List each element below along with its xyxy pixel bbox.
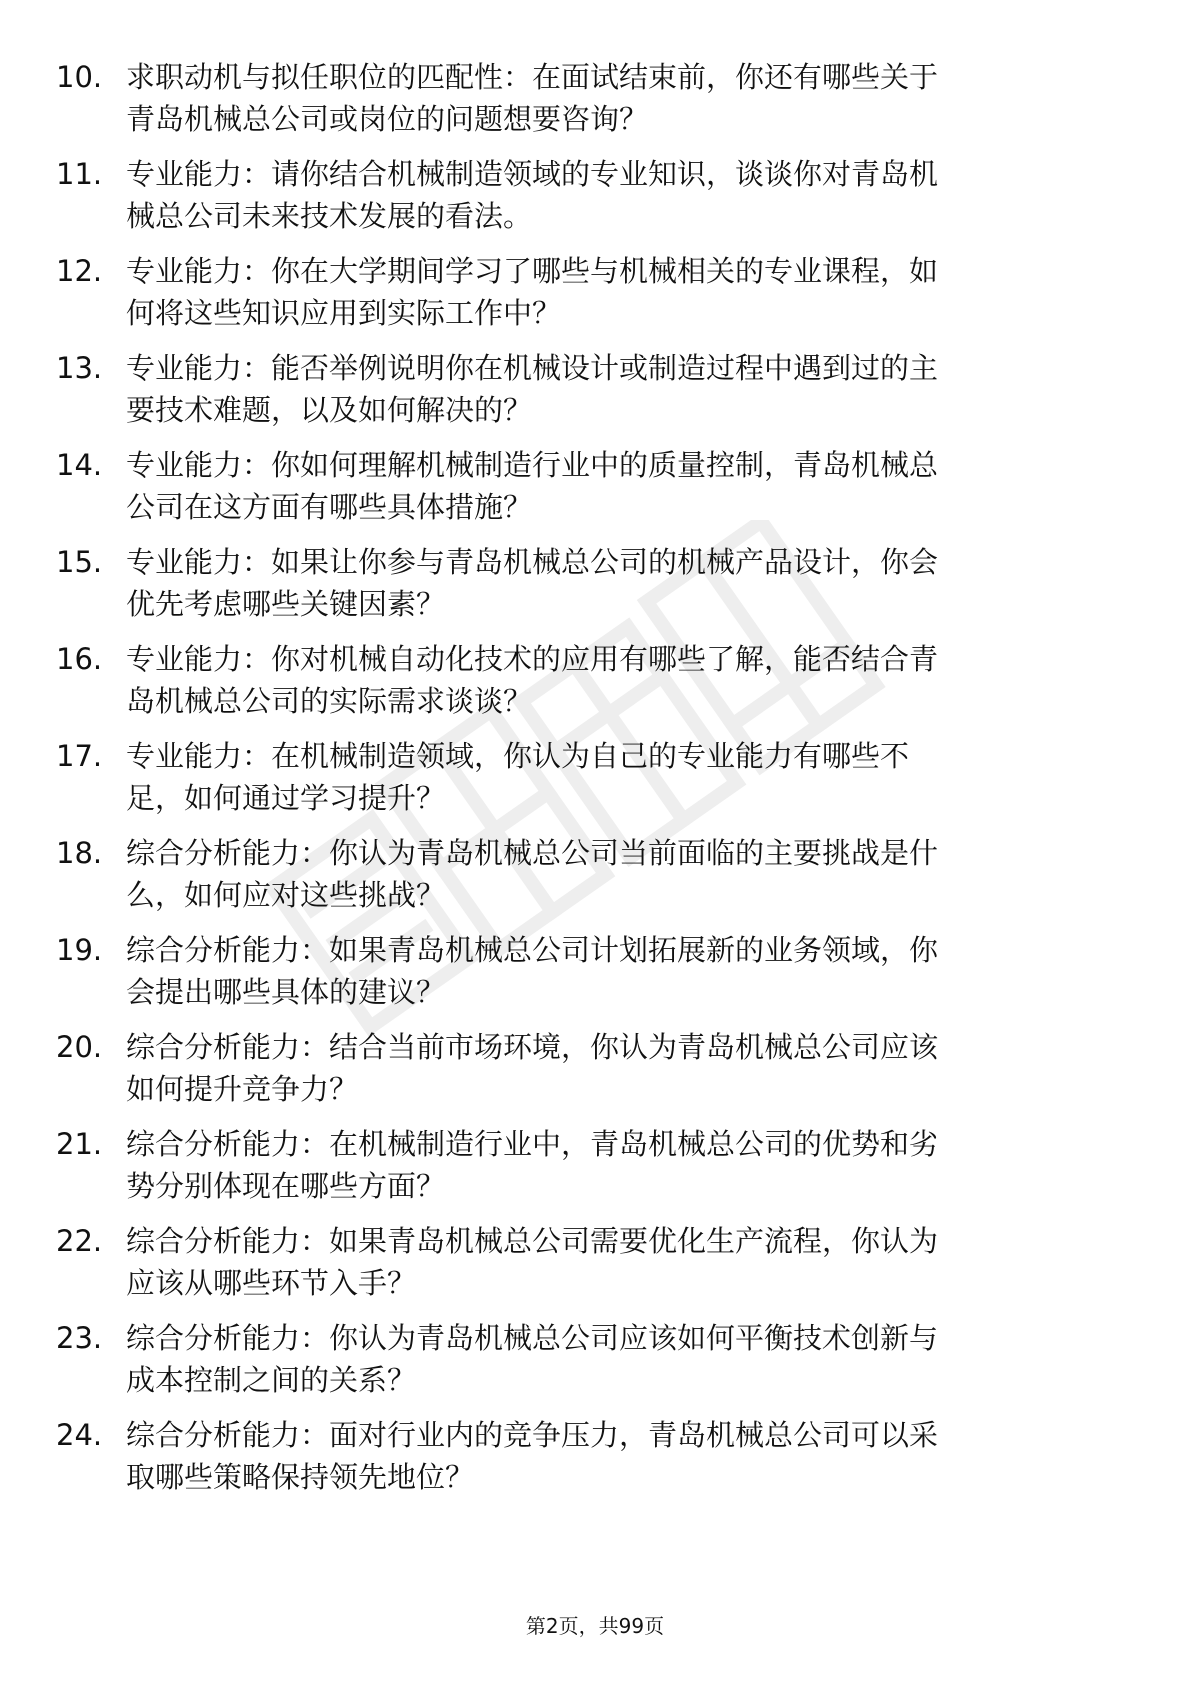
page-footer: 第2页，共99页 [525,1614,665,1638]
question-item-19 [56,929,1126,1015]
question-text-line-1: 综合分析能力：如果青岛机械总公司计划拓展新的业务领域，你 [126,933,939,967]
question-text-line-1: 求职动机与拟任职位的匹配性：在面试结束前，你还有哪些关于 [126,60,939,94]
question-number: 10. [56,60,103,94]
question-item-14 [56,444,1126,530]
question-text-line-1: 专业能力：能否举例说明你在机械设计或制造过程中遇到过的主 [126,351,939,385]
question-item-10 [56,56,1126,142]
question-text-line-2: 么，如何应对这些挑战？ [126,878,446,912]
question-text-line-2: 成本控制之间的关系？ [126,1363,417,1397]
question-text-line-2: 械总公司未来技术发展的看法。 [126,199,533,233]
question-item-18 [56,832,1126,918]
question-text-line-2: 岛机械总公司的实际需求谈谈？ [126,684,533,718]
question-item-16 [56,638,1126,724]
question-text-line-1: 综合分析能力：结合当前市场环境，你认为青岛机械总公司应该 [126,1030,939,1064]
question-text-line-2: 会提出哪些具体的建议？ [126,975,446,1009]
question-number: 24. [56,1418,103,1452]
question-text-line-1: 综合分析能力：面对行业内的竞争压力，青岛机械总公司可以采 [126,1418,939,1452]
question-text-line-1: 专业能力：你对机械自动化技术的应用有哪些了解，能否结合青 [126,642,939,676]
question-number: 16. [56,642,103,676]
question-item-20 [56,1026,1126,1112]
question-text-line-1: 专业能力：你在大学期间学习了哪些与机械相关的专业课程，如 [126,254,939,288]
question-number: 17. [56,739,103,773]
question-number: 21. [56,1127,103,1161]
question-item-21 [56,1123,1126,1209]
question-item-12 [56,250,1126,336]
question-text-line-2: 势分别体现在哪些方面？ [126,1169,446,1203]
question-text-line-1: 专业能力：在机械制造领域，你认为自己的专业能力有哪些不 [126,739,910,773]
question-text-line-1: 综合分析能力：你认为青岛机械总公司应该如何平衡技术创新与 [126,1321,939,1355]
question-number: 12. [56,254,103,288]
question-text-line-1: 综合分析能力：在机械制造行业中，青岛机械总公司的优势和劣 [126,1127,939,1161]
question-number: 19. [56,933,103,967]
question-number: 23. [56,1321,103,1355]
question-number: 18. [56,836,103,870]
question-text-line-2: 足，如何通过学习提升？ [126,781,446,815]
question-item-24 [56,1414,1126,1500]
question-text-line-1: 专业能力：请你结合机械制造领域的专业知识，谈谈你对青岛机 [126,157,939,191]
question-text-line-2: 优先考虑哪些关键因素？ [126,587,446,621]
question-text-line-1: 专业能力：如果让你参与青岛机械总公司的机械产品设计，你会 [126,545,939,579]
question-item-13 [56,347,1126,433]
question-text-line-1: 专业能力：你如何理解机械制造行业中的质量控制，青岛机械总 [126,448,939,482]
question-text-line-1: 综合分析能力：如果青岛机械总公司需要优化生产流程，你认为 [126,1224,939,1258]
question-text-line-2: 要技术难题，以及如何解决的？ [126,393,533,427]
question-number: 22. [56,1224,103,1258]
question-item-23 [56,1317,1126,1403]
question-number: 15. [56,545,103,579]
question-text-line-2: 青岛机械总公司或岗位的问题想要咨询？ [126,102,649,136]
question-text-line-2: 何将这些知识应用到实际工作中？ [126,296,562,330]
question-text-line-2: 应该从哪些环节入手？ [126,1266,417,1300]
question-text-line-2: 公司在这方面有哪些具体措施？ [126,490,533,524]
question-item-15 [56,541,1126,627]
question-item-17 [56,735,1126,821]
question-number: 20. [56,1030,103,1064]
question-number: 13. [56,351,103,385]
question-number: 14. [56,448,103,482]
question-item-11 [56,153,1126,239]
question-text-line-2: 取哪些策略保持领先地位？ [126,1460,475,1494]
question-item-22 [56,1220,1126,1306]
question-number: 11. [56,157,103,191]
question-text-line-2: 如何提升竞争力？ [126,1072,359,1106]
question-text-line-1: 综合分析能力：你认为青岛机械总公司当前面临的主要挑战是什 [126,836,939,870]
